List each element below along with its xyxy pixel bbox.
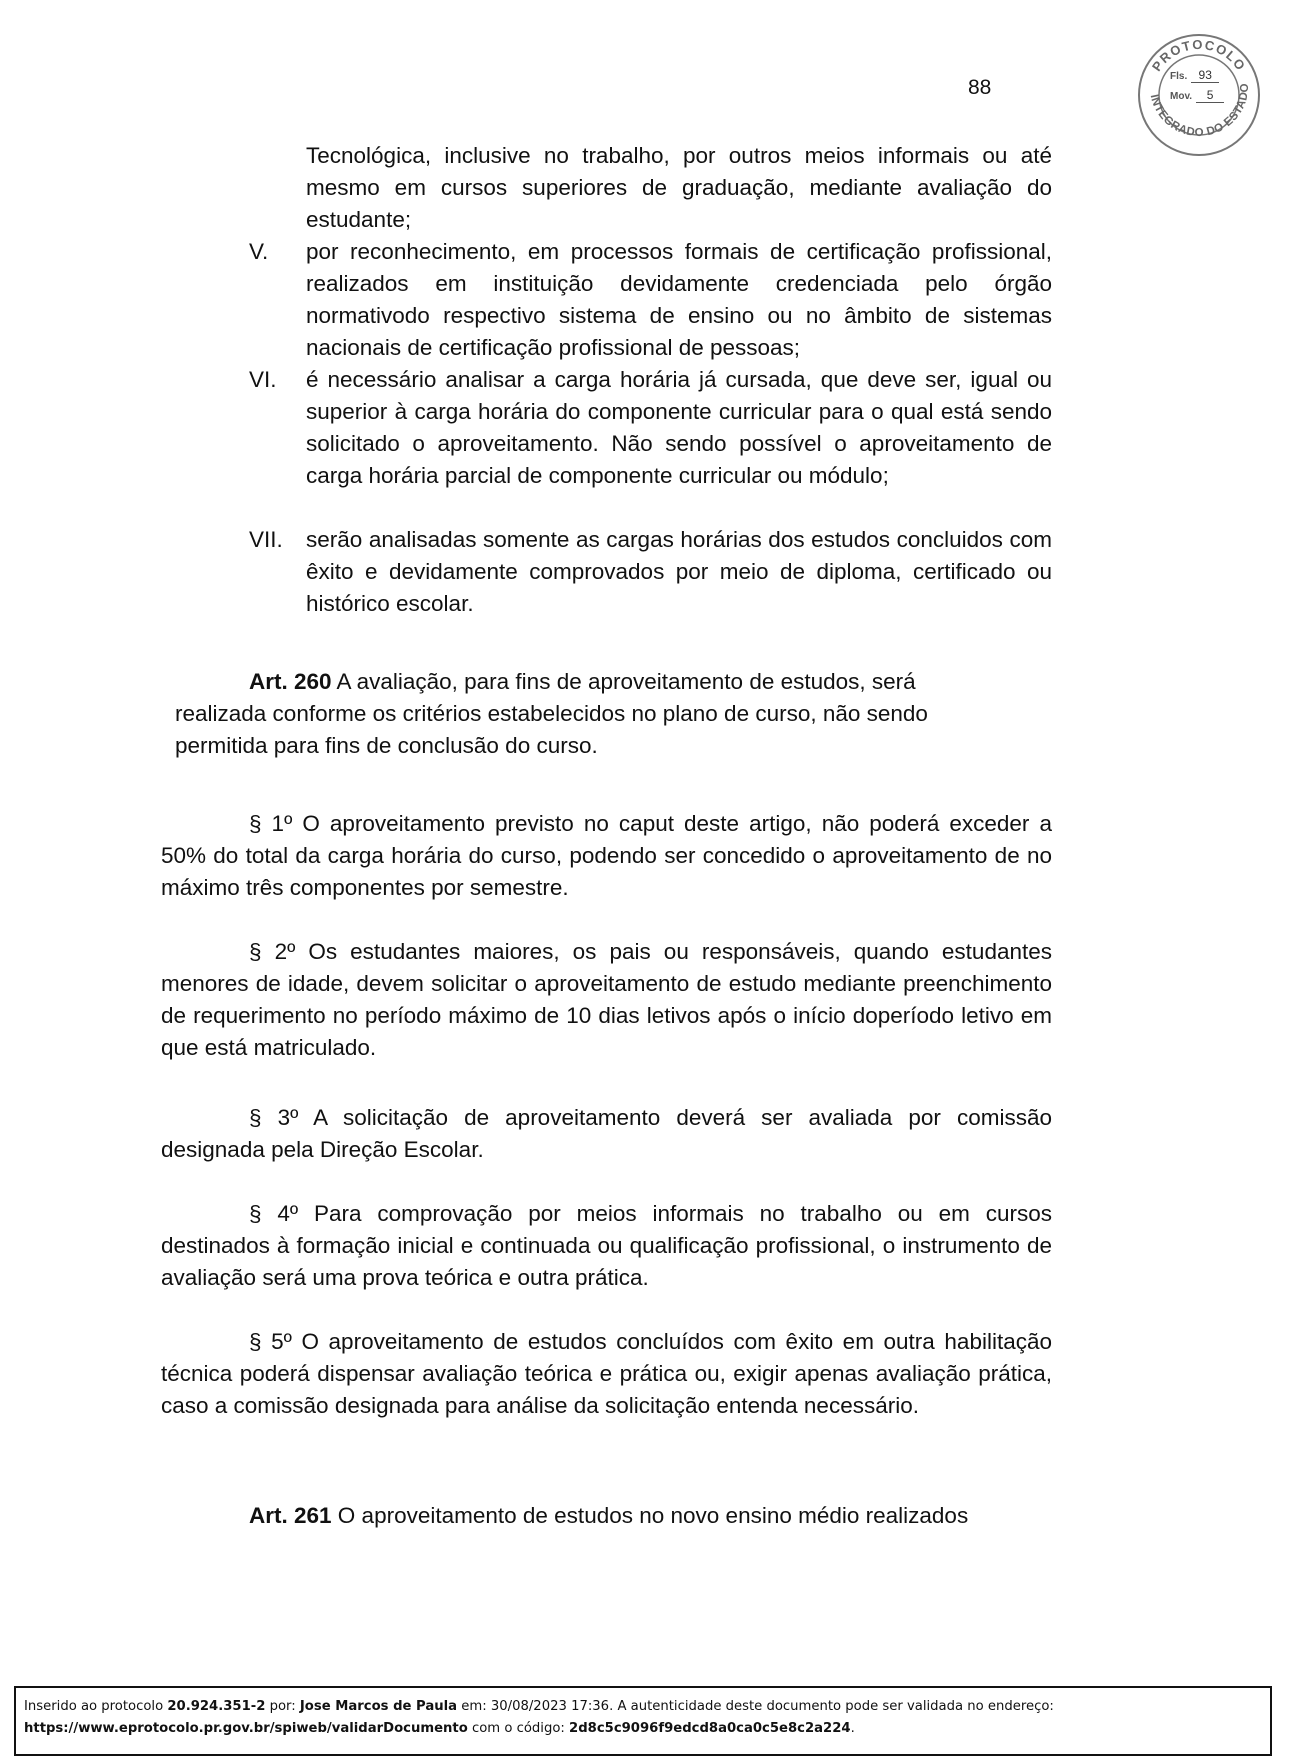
footer-code-prefix: com o código:: [467, 1721, 570, 1736]
stamp-top-text: PROTOCOLO: [1148, 36, 1250, 75]
article-261-text: O aproveitamento de estudos no novo ensino médio realizados: [331, 1503, 969, 1528]
paragraph-1: § 1º O aproveitamento previsto no caput deste artigo, não poderá exceder a 50% do total da carga horária do curso, podendo ser concedido o aproveitamento de no máximo três componentes por semestre.: [161, 811, 1052, 900]
footer-end: .: [850, 1721, 855, 1736]
footer-date: em: 30/08/2023 17:36. A autenticidade deste documento pode ser validada no endereço:: [457, 1699, 1054, 1714]
list-item-text: serão analisadas somente as cargas horárias dos estudos concluidos com êxito e devidamente comprovados por meio de diploma, certificado ou histórico escolar.: [306, 527, 1052, 616]
list-item-text: por reconhecimento, em processos formais de certificação profissional, realizados em instituição devidamente credenciada pelo órgão normativodo respectivo sistema de ensino ou no âmbito de sistemas nacionais de certificação profissional de pessoas;: [306, 239, 1052, 360]
list-item: [249, 364, 1052, 524]
footer-by: por:: [265, 1699, 300, 1714]
list-item-number: VII.: [249, 527, 283, 552]
authentication-footer: [14, 1686, 1272, 1756]
footer-prefix: Inserido ao protocolo: [24, 1699, 168, 1714]
article-260-label: Art. 260: [249, 669, 332, 694]
paragraph-4: § 4º Para comprovação por meios informais no trabalho ou em cursos destinados à formação inicial e continuada ou qualificação profissional, o instrumento de avaliação será uma prova teórica e outra prática.: [161, 1201, 1052, 1290]
footer-line-2: [24, 1718, 1262, 1740]
page-number: 88: [968, 76, 992, 99]
stamp-fls-label: Fls.: [1170, 71, 1188, 82]
stamp-fls-field: [1170, 68, 1219, 83]
stamp-mov-value: 5: [1196, 88, 1224, 103]
stamp-mov-label: Mov.: [1170, 91, 1193, 102]
list-item-number: V.: [249, 239, 269, 264]
footer-validation-link[interactable]: https://www.eprotocolo.pr.gov.br/spiweb/validarDocumento: [24, 1721, 468, 1736]
footer-protocol-number: 20.924.351-2: [167, 1699, 266, 1714]
article-260-text: A avaliação, para fins de aproveitamento de estudos, será realizada conforme os critérios estabelecidos no plano de curso, não sendo permitida para fins de conclusão do curso.: [175, 669, 928, 758]
list-item: [249, 524, 1052, 620]
article-260: [175, 666, 1005, 762]
paragraph-3: § 3º A solicitação de aproveitamento deverá ser avaliada por comissão designada pela Direção Escolar.: [161, 1105, 1052, 1162]
footer-author: Jose Marcos de Paula: [299, 1699, 458, 1714]
article-261-label: Art. 261: [249, 1503, 332, 1528]
stamp-fls-value: 93: [1191, 68, 1219, 83]
protocol-stamp: [1136, 32, 1262, 158]
stamp-bottom-text: INTEGRADO DO ESTADO: [1147, 82, 1252, 140]
list-item-text: é necessário analisar a carga horária já cursada, que deve ser, igual ou superior à carga horária do componente curricular para o qual está sendo solicitado o aproveitamento. Não sendo possível o aproveitamento de carga horária parcial de componente curricular ou módulo;: [306, 367, 1052, 488]
stamp-mov-field: [1170, 88, 1224, 103]
footer-validation-code: 2d8c5c9096f9edcd8a0ca0c5e8c2a224: [569, 1721, 851, 1736]
list-item-continuation: Tecnológica, inclusive no trabalho, por outros meios informais ou até mesmo em cursos superiores de graduação, mediante avaliação do estudante;: [306, 143, 1052, 232]
article-261: [249, 1500, 1052, 1532]
paragraph-2: § 2º Os estudantes maiores, os pais ou responsáveis, quando estudantes menores de idade, devem solicitar o aproveitamento de estudo mediante preenchimento de requerimento no período máximo de 10 dias letivos após o início doperíodo letivo em que está matriculado.: [161, 939, 1052, 1060]
footer-line-1: [24, 1696, 1262, 1718]
paragraph-5: § 5º O aproveitamento de estudos concluídos com êxito em outra habilitação técnica poderá dispensar avaliação teórica e prática ou, exigir apenas avaliação prática, caso a comissão designada para análise da solicitação entenda necessário.: [161, 1329, 1052, 1418]
list-item-number: VI.: [249, 367, 277, 392]
list-item: [249, 236, 1052, 364]
